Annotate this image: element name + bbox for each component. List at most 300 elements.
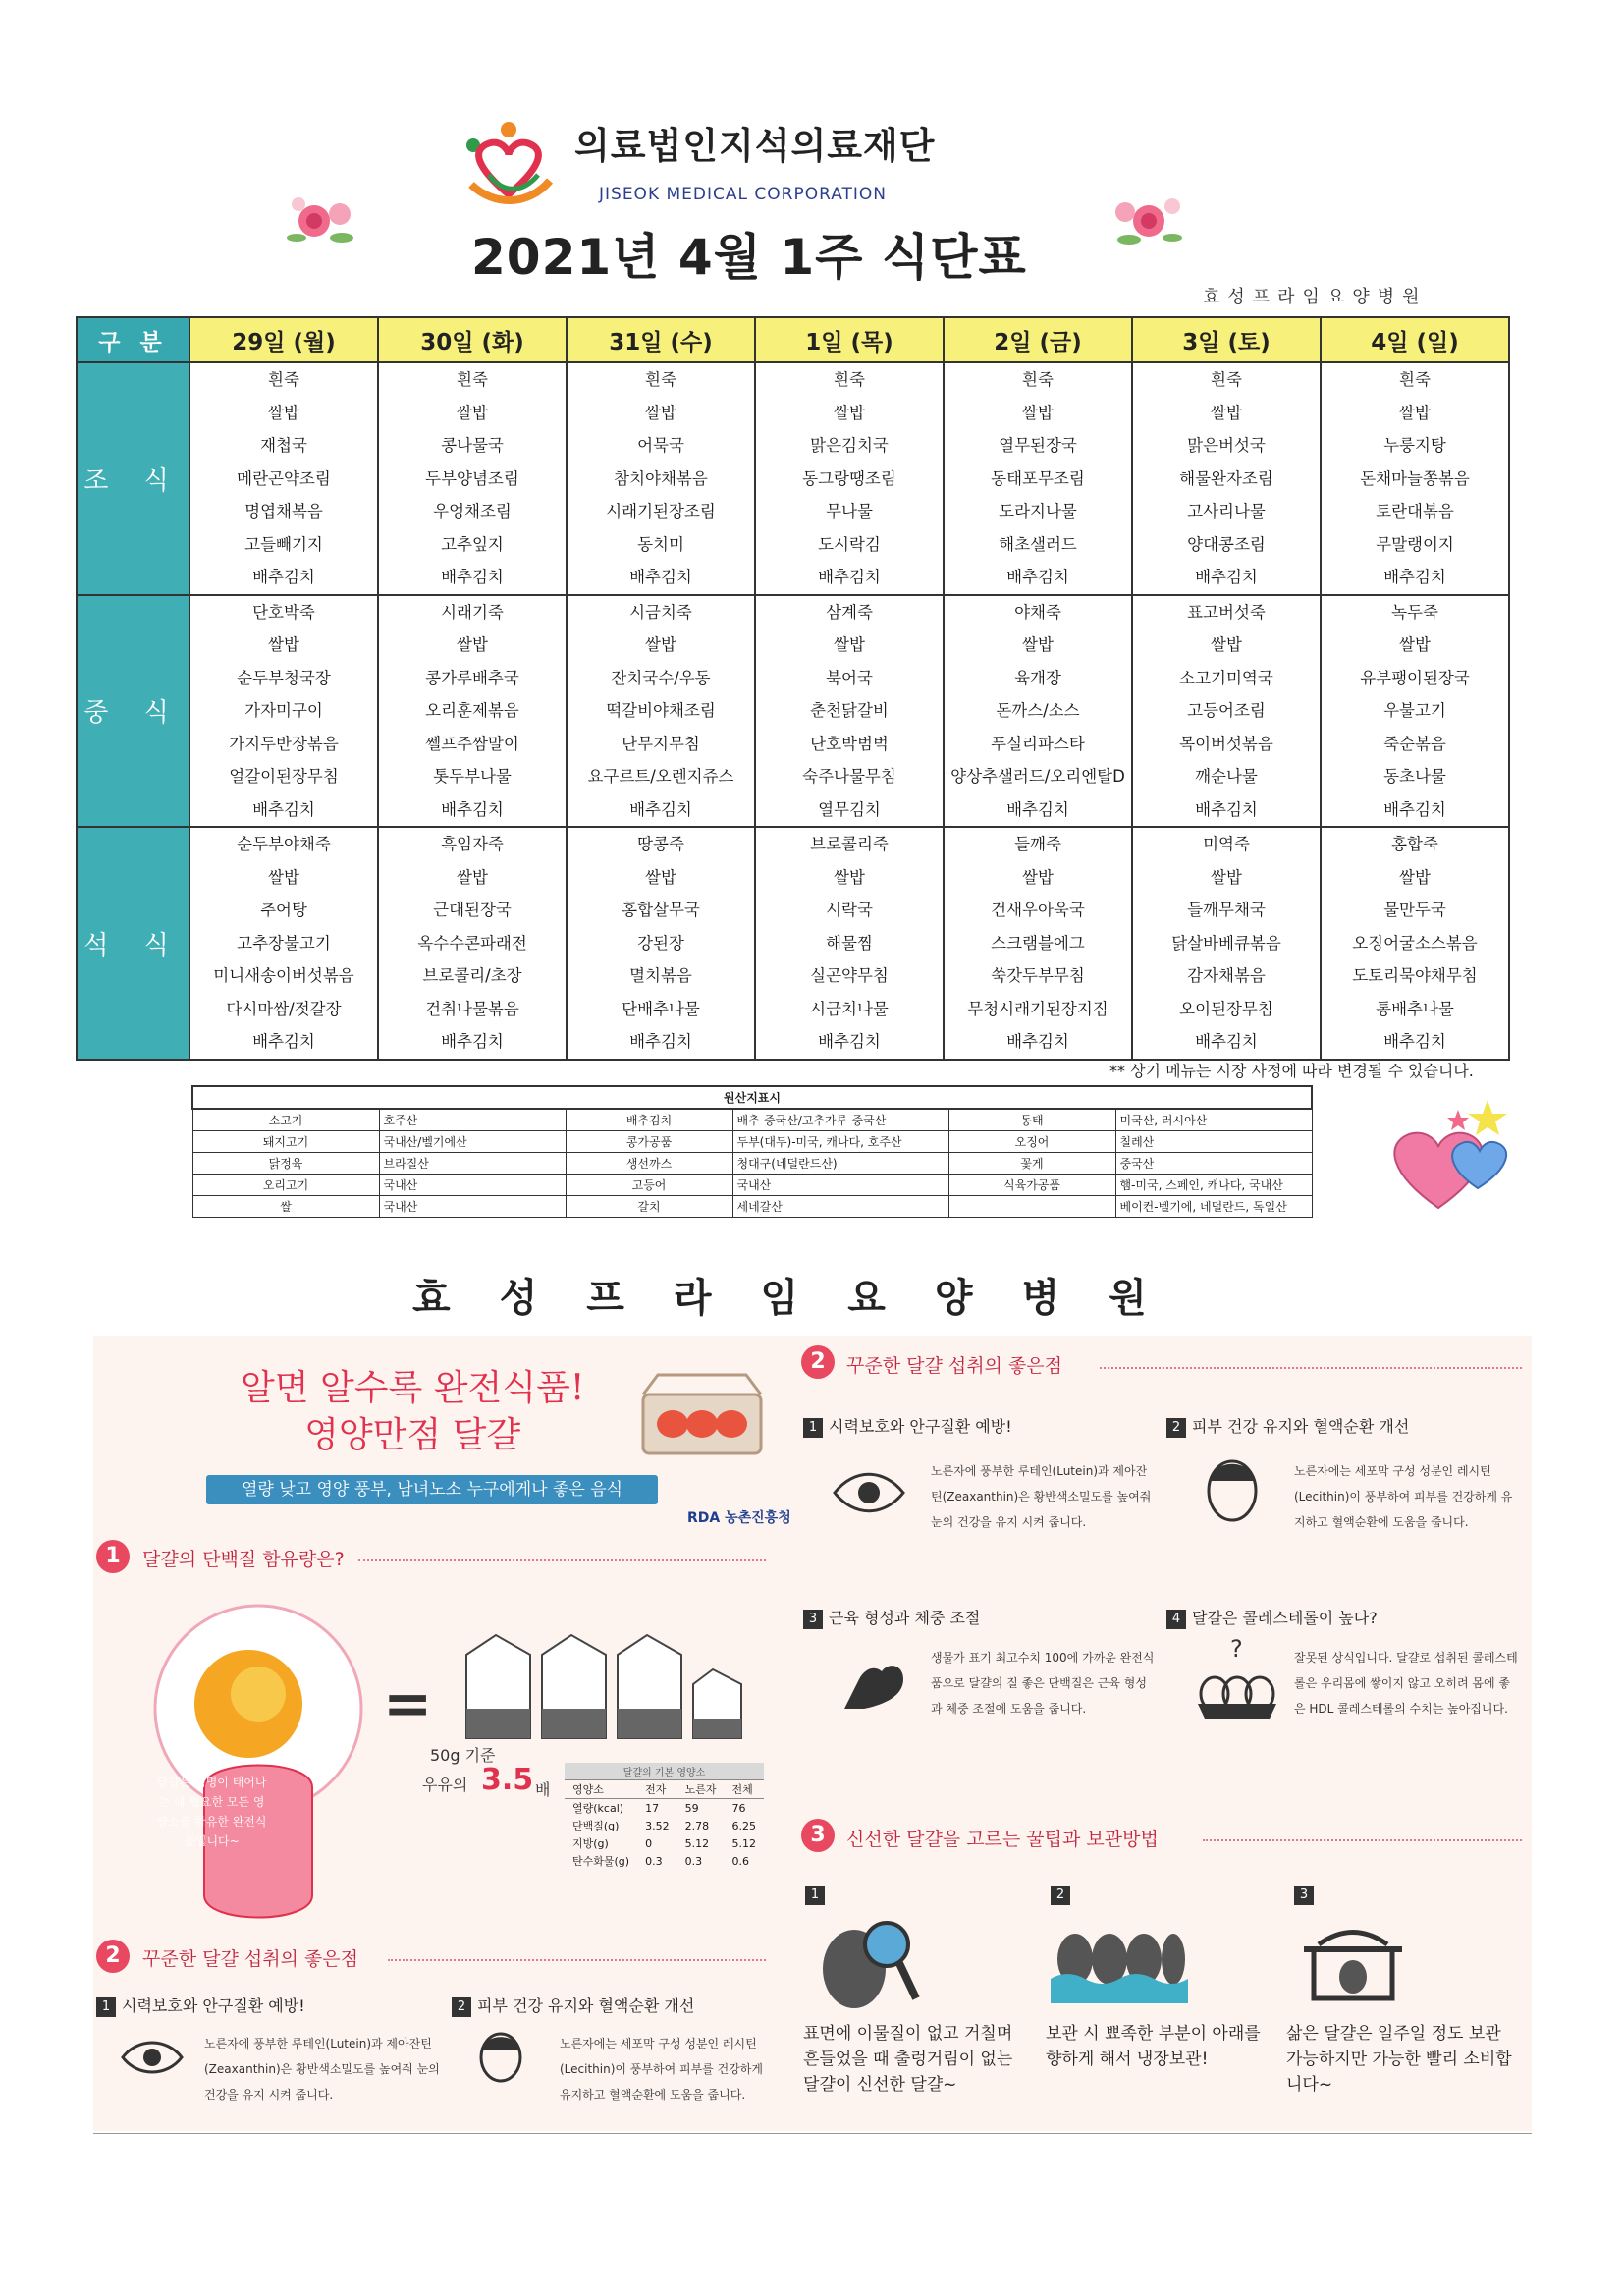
origin-country: 브라질산 <box>379 1153 566 1175</box>
menu-item: 콩가루배추국 <box>425 668 519 687</box>
menu-item: 푸실리파스타 <box>991 734 1085 753</box>
menu-item: 두부양념조림 <box>425 468 519 488</box>
eggs-question-icon <box>1193 1635 1281 1723</box>
section-divider <box>1100 1367 1522 1369</box>
svg-text:?: ? <box>1230 1635 1243 1663</box>
menu-item: 배추김치 <box>252 568 315 586</box>
menu-cell <box>567 595 755 828</box>
menu-item: 추어탕 <box>260 901 307 919</box>
menu-item: 쌀밥 <box>1399 403 1431 422</box>
eye-icon <box>830 1463 908 1522</box>
menu-item: 배추김치 <box>1195 799 1258 819</box>
menu-item: 동태포무조림 <box>991 468 1085 488</box>
menu-item: 땅콩죽 <box>637 835 684 853</box>
menu-item: 멸치볶음 <box>629 966 692 985</box>
section-divider <box>1203 1839 1522 1841</box>
menu-item: 시금치죽 <box>629 602 692 622</box>
origin-title: 원산지표시 <box>192 1086 1312 1109</box>
weekly-menu-table <box>76 316 1510 1061</box>
menu-item: 요구르트/오렌지쥬스 <box>587 767 734 786</box>
nutrition-cell: 5.12 <box>731 1836 756 1850</box>
menu-item: 쌀밥 <box>1022 867 1054 887</box>
menu-item: 쌀밥 <box>457 635 488 654</box>
origin-country: 청대구(네덜란드산) <box>732 1153 948 1175</box>
menu-item: 쌀밥 <box>1211 635 1242 654</box>
menu-item: 배추김치 <box>441 1032 504 1051</box>
menu-item: 누룽지탕 <box>1383 436 1446 455</box>
menu-cell <box>755 362 944 595</box>
eggs-storage-icon <box>1051 1920 1188 2008</box>
menu-item: 배추김치 <box>1006 799 1069 819</box>
nutrition-row <box>565 1834 764 1852</box>
menu-item: 무말랭이지 <box>1376 534 1454 554</box>
benefit-title: 1 시력보호와 안구질환 예방! <box>803 1414 1012 1438</box>
benefit-desc: 노른자에는 세포막 구성 성분인 레시틴(Lecithin)이 풍부하여 피부를 건강하게 유지하고 혈액순환에 도움을 줍니다. <box>1294 1464 1513 1529</box>
origin-country: 칠레산 <box>1115 1131 1312 1153</box>
nutrition-cell: 0.3 <box>645 1854 663 1868</box>
menu-item: 흑임자죽 <box>441 835 504 853</box>
tip-number: 2 <box>1051 1886 1070 1905</box>
menu-item: 쌀밥 <box>457 403 488 422</box>
menu-item: 열무된장국 <box>999 436 1077 455</box>
menu-item: 동치미 <box>637 534 684 554</box>
menu-item: 쑥갓두부무침 <box>991 966 1085 985</box>
section3-title: 신선한 달걀을 고르는 꿀팁과 보관방법 <box>846 1829 1159 1850</box>
section-number: 1 <box>96 1540 130 1573</box>
nutrition-cell: 0.6 <box>731 1854 749 1868</box>
menu-item: 시래기된장조림 <box>606 502 716 520</box>
menu-item: 근대된장국 <box>433 901 512 919</box>
origin-row <box>192 1153 1312 1175</box>
menu-cell <box>1132 827 1321 1060</box>
day-header: 1일 (목) <box>755 317 944 362</box>
menu-item: 단배추나물 <box>622 999 700 1018</box>
benefit-desc: 노른자에는 세포막 구성 성분인 레시틴(Lecithin)이 풍부하여 피부를 건강하게 유지하고 혈액순환에 도움을 줍니다. <box>560 2037 763 2102</box>
section-number: 3 <box>801 1819 835 1852</box>
eye-icon <box>118 2033 187 2082</box>
day-header: 4일 (일) <box>1321 317 1509 362</box>
menu-item: 배추김치 <box>252 1032 315 1051</box>
menu-item: 쌀밥 <box>457 867 488 887</box>
origin-country: 국내산/벨기에산 <box>379 1131 566 1153</box>
menu-item: 순두부야채죽 <box>237 835 331 853</box>
origin-country: 세네갈산 <box>732 1196 948 1218</box>
origin-item: 오징어 <box>948 1131 1115 1153</box>
menu-item: 배추김치 <box>1383 1032 1446 1051</box>
org-name-ko: 의료법인지석의료재단 <box>574 125 936 167</box>
menu-item: 쌀밥 <box>1399 635 1431 654</box>
menu-item: 흰죽 <box>1022 370 1054 389</box>
milk-cartons-icon <box>461 1630 756 1748</box>
origin-country: 햄-미국, 스페인, 캐나다, 국내산 <box>1115 1175 1312 1196</box>
origin-country: 베이컨-벨기에, 네덜란드, 독일산 <box>1115 1196 1312 1218</box>
origin-item: 동태 <box>948 1109 1115 1131</box>
benefit-title: 1 시력보호와 안구질환 예방! <box>96 1994 305 2017</box>
menu-change-note: ** 상기 메뉴는 시장 사정에 따라 변경될 수 있습니다. <box>1109 1062 1474 1080</box>
face-icon <box>471 2028 530 2087</box>
org-name-en: JISEOK MEDICAL CORPORATION <box>599 185 888 204</box>
menu-cell <box>1321 595 1509 828</box>
egg-magnifier-icon <box>810 1910 928 2013</box>
menu-item: 흰죽 <box>834 370 865 389</box>
egg-infographic-title: 알면 알수록 완전식품! 영양만점 달걀 <box>241 1368 585 1455</box>
menu-item: 재첩국 <box>260 436 307 455</box>
origin-item: 소고기 <box>192 1109 379 1131</box>
menu-cell <box>944 827 1132 1060</box>
benefit-title: 2 피부 건강 유지와 혈액순환 개선 <box>452 1994 694 2017</box>
menu-item: 어묵국 <box>637 436 684 455</box>
menu-item: 배추김치 <box>629 1032 692 1051</box>
menu-cell <box>944 595 1132 828</box>
menu-item: 쌀밥 <box>645 403 676 422</box>
nutrition-cell: 6.25 <box>731 1819 756 1832</box>
menu-item: 들깨무채국 <box>1187 901 1266 919</box>
meal-row <box>77 362 1509 595</box>
menu-item: 고등어조림 <box>1187 701 1266 720</box>
tip-number: 1 <box>805 1886 825 1905</box>
egg-bubble-text: 달걀은 생명이 태어나는 데 필요한 모든 영양소를 함유한 완전식품입니다~ <box>156 1776 267 1848</box>
origin-item: 고등어 <box>566 1175 732 1196</box>
origin-row <box>192 1131 1312 1153</box>
egg-subtitle-bar: 열량 낮고 영양 풍부, 남녀노소 누구에게나 좋은 음식 <box>206 1475 658 1504</box>
ratio-label: 우유의 <box>422 1776 468 1794</box>
menu-item: 야채죽 <box>1014 602 1061 622</box>
menu-item: 녹두죽 <box>1391 602 1438 622</box>
menu-item: 쌀밥 <box>834 403 865 422</box>
menu-item: 맑은김치국 <box>810 436 889 455</box>
menu-item: 시래기죽 <box>441 602 504 622</box>
menu-item: 잔치국수/우동 <box>611 668 711 687</box>
menu-item: 톳두부나물 <box>433 767 512 786</box>
menu-item: 시금치나물 <box>810 999 889 1018</box>
meal-row <box>77 827 1509 1060</box>
day-header-row <box>77 317 1509 362</box>
menu-item: 건새우아욱국 <box>991 901 1085 919</box>
menu-cell <box>189 827 378 1060</box>
nutrition-row <box>565 1799 764 1818</box>
day-header: 30일 (화) <box>378 317 567 362</box>
nutrition-cell: 3.52 <box>645 1819 670 1832</box>
menu-item: 콩나물국 <box>441 436 504 455</box>
menu-item: 배추김치 <box>1195 568 1258 586</box>
menu-item: 배추김치 <box>1195 1032 1258 1051</box>
menu-item: 고추장불고기 <box>237 933 331 953</box>
nutrition-cell: 탄수화물(g) <box>572 1855 630 1868</box>
origin-item: 닭정육 <box>192 1153 379 1175</box>
foundation-logo <box>460 116 558 210</box>
menu-cell <box>189 595 378 828</box>
menu-item: 메란곤약조림 <box>237 468 331 488</box>
menu-item: 쌀밥 <box>268 867 299 887</box>
origin-item: 콩가공품 <box>566 1131 732 1153</box>
menu-item: 해물찜 <box>826 933 873 953</box>
menu-item: 쌀밥 <box>1211 403 1242 422</box>
menu-item: 가자미구이 <box>244 701 323 720</box>
menu-item: 순두부청국장 <box>237 668 331 687</box>
menu-item: 도라지나물 <box>999 502 1077 520</box>
menu-item: 미니새송이버섯볶음 <box>213 966 354 985</box>
origin-item: 식육가공품 <box>948 1175 1115 1196</box>
menu-item: 브로콜리/초장 <box>422 966 522 985</box>
menu-item: 무청시래기된장지짐 <box>967 999 1109 1018</box>
menu-item: 소고기미역국 <box>1179 668 1273 687</box>
benefit-desc: 노른자에 풍부한 루테인(Lutein)과 제아잔틴(Zeaxanthin)은 황반색소밀도를 높여줘 눈의 건강을 유지 시켜 줍니다. <box>204 2037 440 2102</box>
menu-item: 스크램블에그 <box>991 933 1085 953</box>
menu-item: 쌀밥 <box>1211 867 1242 887</box>
origin-country: 미국산, 러시아산 <box>1115 1109 1312 1131</box>
equals-sign: = <box>383 1669 433 1738</box>
menu-item: 우불고기 <box>1383 701 1446 720</box>
origin-table <box>191 1085 1313 1218</box>
egg-carton-icon <box>638 1370 766 1463</box>
menu-item: 홍합죽 <box>1391 835 1438 853</box>
meal-row <box>77 595 1509 828</box>
menu-item: 떡갈비야채조림 <box>606 701 716 720</box>
menu-item: 오이된장무침 <box>1179 999 1273 1018</box>
menu-item: 미역죽 <box>1203 835 1250 853</box>
menu-item: 돈채마늘쫑볶음 <box>1360 468 1470 488</box>
hospital-name-large: 효성프라임요양병원 <box>412 1276 1196 1321</box>
section2-title-left: 꾸준한 달걀 섭취의 좋은점 <box>142 1948 359 1970</box>
menu-item: 다시마쌈/젓갈장 <box>226 999 342 1018</box>
menu-item: 가지두반장볶음 <box>229 734 339 753</box>
origin-item: 쌀 <box>192 1196 379 1218</box>
nutrition-row <box>565 1817 764 1834</box>
nutrition-cell: 열량(kcal) <box>572 1802 624 1815</box>
menu-item: 흰죽 <box>645 370 676 389</box>
day-header: 31일 (수) <box>567 317 755 362</box>
menu-item: 배추김치 <box>1383 568 1446 586</box>
origin-country: 국내산 <box>732 1175 948 1196</box>
menu-item: 쌀밥 <box>834 867 865 887</box>
nutrition-row <box>565 1852 764 1870</box>
meal-label: 중 식 <box>77 595 189 828</box>
nutrition-cell: 76 <box>731 1801 746 1815</box>
origin-row <box>192 1175 1312 1196</box>
menu-item: 삼계죽 <box>826 602 873 622</box>
benefit-title: 2 피부 건강 유지와 혈액순환 개선 <box>1166 1414 1409 1438</box>
benefit-desc: 노른자에 풍부한 루테인(Lutein)과 제아잔틴(Zeaxanthin)은 황반색소밀도를 높여줘 눈의 건강을 유지 시켜 줍니다. <box>931 1464 1152 1529</box>
section2-title-right: 꾸준한 달걀 섭취의 좋은점 <box>846 1355 1063 1377</box>
menu-item: 배추김치 <box>1006 1032 1069 1051</box>
rda-logo: RDA 농촌진흥청 <box>687 1510 791 1526</box>
hospital-name-small: 효성프라임요양병원 <box>1203 287 1428 307</box>
category-header: 구 분 <box>77 317 189 362</box>
bottom-divider <box>93 2133 1532 2134</box>
menu-item: 오징어굴소스볶음 <box>1352 933 1478 953</box>
face-icon <box>1198 1453 1267 1527</box>
menu-item: 얼갈이된장무침 <box>229 767 339 786</box>
menu-cell <box>189 362 378 595</box>
menu-cell <box>567 362 755 595</box>
menu-item: 흰죽 <box>1399 370 1431 389</box>
nutrition-header-row: 영양소 전자 노른자 전체 <box>565 1780 764 1799</box>
origin-country: 두부(대두)-미국, 캐나다, 호주산 <box>732 1131 948 1153</box>
day-header: 2일 (금) <box>944 317 1132 362</box>
menu-item: 동그랑땡조림 <box>802 468 896 488</box>
menu-cell <box>1132 595 1321 828</box>
menu-item: 도시락김 <box>818 534 881 554</box>
origin-country: 배추-중국산/고추가루-중국산 <box>732 1109 948 1131</box>
section1-title: 달걀의 단백질 함유량은? <box>142 1549 345 1570</box>
menu-item: 해초샐러드 <box>999 534 1077 554</box>
menu-item: 흰죽 <box>457 370 488 389</box>
section-number: 2 <box>96 1940 130 1973</box>
menu-cell <box>944 362 1132 595</box>
day-header: 29일 (월) <box>189 317 378 362</box>
menu-cell <box>1321 827 1509 1060</box>
origin-country: 국내산 <box>379 1196 566 1218</box>
flower-decoration-right <box>1109 187 1188 255</box>
menu-item: 브로콜리죽 <box>810 835 889 853</box>
menu-item: 육개장 <box>1014 668 1061 687</box>
menu-cell <box>1132 362 1321 595</box>
menu-item: 참치야채볶음 <box>614 468 708 488</box>
benefit-title: 4 달걀은 콜레스테롤이 높다? <box>1166 1606 1378 1629</box>
origin-item: 생선까스 <box>566 1153 732 1175</box>
menu-item: 통배추나물 <box>1376 999 1454 1018</box>
menu-item: 양상추샐러드/오리엔탈D <box>950 767 1125 786</box>
menu-item: 닭살바베큐볶음 <box>1171 933 1281 953</box>
menu-item: 북어국 <box>826 668 873 687</box>
section-divider <box>388 1959 766 1961</box>
menu-item: 춘천닭갈비 <box>810 701 889 720</box>
menu-item: 강된장 <box>637 933 684 953</box>
meal-label: 조 식 <box>77 362 189 595</box>
nutrition-cell: 지방(g) <box>572 1837 609 1850</box>
menu-cell <box>567 827 755 1060</box>
origin-item: 꽃게 <box>948 1153 1115 1175</box>
benefit-desc: 생물가 표기 최고수치 100에 가까운 완전식품으로 달걀의 질 좋은 단백질은 근육 형성과 체중 조절에 도움을 줍니다. <box>931 1651 1155 1716</box>
origin-item: 갈치 <box>566 1196 732 1218</box>
menu-item: 죽순볶음 <box>1383 734 1446 753</box>
meal-label: 석 식 <box>77 827 189 1060</box>
hearts-decoration <box>1380 1090 1517 1218</box>
menu-item: 도토리묵야채무침 <box>1352 966 1478 985</box>
menu-item: 단무지무침 <box>622 734 700 753</box>
menu-item: 흰죽 <box>1211 370 1242 389</box>
menu-item: 고사리나물 <box>1187 502 1266 520</box>
menu-item: 쌀밥 <box>268 635 299 654</box>
menu-item: 감자채볶음 <box>1187 966 1266 985</box>
tip-number: 3 <box>1294 1886 1314 1905</box>
origin-row <box>192 1109 1312 1131</box>
menu-item: 고추잎지 <box>441 534 504 554</box>
menu-item: 유부팽이된장국 <box>1360 668 1470 687</box>
origin-item <box>948 1196 1115 1218</box>
menu-item: 우엉채조림 <box>433 502 512 520</box>
menu-item: 실곤약무침 <box>810 966 889 985</box>
menu-item: 오리훈제볶음 <box>425 701 519 720</box>
menu-item: 토란대볶음 <box>1376 502 1454 520</box>
tip-text: 삶은 달걀은 일주일 정도 보관 가능하지만 가능한 빨리 소비합니다~ <box>1286 2024 1512 2095</box>
origin-item: 오리고기 <box>192 1175 379 1196</box>
menu-item: 배추김치 <box>252 799 315 819</box>
menu-item: 홍합살무국 <box>622 901 700 919</box>
menu-item: 표고버섯죽 <box>1187 602 1266 622</box>
menu-item: 쌀밥 <box>645 867 676 887</box>
menu-item: 쌀밥 <box>645 635 676 654</box>
origin-country: 호주산 <box>379 1109 566 1131</box>
menu-item: 쌀밥 <box>1022 403 1054 422</box>
menu-item: 건취나물볶음 <box>425 999 519 1018</box>
ratio-unit: 배 <box>535 1780 551 1799</box>
menu-item: 배추김치 <box>441 799 504 819</box>
menu-item: 열무김치 <box>818 799 881 819</box>
page-title: 2021년 4월 1주 식단표 <box>471 229 1027 286</box>
menu-item: 배추김치 <box>629 799 692 819</box>
section-divider <box>358 1559 766 1561</box>
tip-text: 보관 시 뾰족한 부분이 아래를 향하게 해서 냉장보관! <box>1046 2024 1261 2069</box>
menu-cell <box>1321 362 1509 595</box>
menu-item: 배추김치 <box>818 568 881 586</box>
menu-cell <box>378 827 567 1060</box>
menu-item: 쌀밥 <box>834 635 865 654</box>
muscle-arm-icon <box>835 1650 913 1719</box>
nutrition-cell: 0.3 <box>684 1854 703 1868</box>
menu-item: 들깨죽 <box>1014 835 1061 853</box>
menu-cell <box>755 827 944 1060</box>
menu-item: 쎌프주쌈말이 <box>425 734 519 753</box>
benefit-title: 3 근육 형성과 체중 조절 <box>803 1606 980 1629</box>
menu-item: 목이버섯볶음 <box>1179 734 1273 753</box>
menu-item: 물만두국 <box>1383 901 1446 919</box>
menu-item: 양대콩조림 <box>1187 534 1266 554</box>
menu-item: 쌀밥 <box>1022 635 1054 654</box>
boiling-pot-icon <box>1294 1910 1412 2008</box>
menu-item: 깨순나물 <box>1195 767 1258 786</box>
menu-item: 쌀밥 <box>1399 867 1431 887</box>
origin-item: 돼지고기 <box>192 1131 379 1153</box>
egg-yolk-illustration <box>145 1601 371 1935</box>
flower-decoration-left <box>285 187 363 255</box>
nutrition-cell: 59 <box>684 1801 699 1815</box>
menu-item: 배추김치 <box>818 1032 881 1051</box>
menu-item: 단호박죽 <box>252 602 315 622</box>
basis-label: 50g 기준 <box>430 1746 496 1765</box>
menu-item: 명엽채볶음 <box>244 502 323 520</box>
benefit-desc: 잘못된 상식입니다. 달걀로 섭취된 콜레스테롤은 우리몸에 쌓이지 않고 오히려 몸에 좋은 HDL 콜레스테롤의 수치는 높아집니다. <box>1294 1651 1518 1716</box>
ratio-value: 3.5 <box>481 1763 534 1797</box>
menu-item: 배추김치 <box>1006 568 1069 586</box>
menu-item: 돈까스/소스 <box>996 701 1080 720</box>
origin-row <box>192 1196 1312 1218</box>
day-header: 3일 (토) <box>1132 317 1321 362</box>
menu-item: 고들빼기지 <box>244 534 323 554</box>
menu-cell <box>378 362 567 595</box>
menu-item: 숙주나물무침 <box>802 767 896 786</box>
tip-text: 표면에 이물질이 없고 거칠며 흔들었을 때 출렁거림이 없는 달걀이 신선한 달걀~ <box>803 2024 1013 2095</box>
menu-item: 해물완자조림 <box>1179 468 1273 488</box>
menu-item: 무나물 <box>826 502 873 520</box>
menu-item: 동초나물 <box>1383 767 1446 786</box>
nutrition-cell: 2.78 <box>684 1819 710 1832</box>
menu-cell <box>378 595 567 828</box>
menu-item: 단호박범벅 <box>810 734 889 753</box>
nutrition-caption: 달걀의 기본 영양소 <box>565 1763 764 1780</box>
menu-item: 흰죽 <box>268 370 299 389</box>
nutrition-cell: 17 <box>645 1801 660 1815</box>
menu-item: 배추김치 <box>441 568 504 586</box>
nutrition-cell: 단백질(g) <box>572 1820 620 1832</box>
menu-item: 맑은버섯국 <box>1187 436 1266 455</box>
menu-cell <box>755 595 944 828</box>
menu-item: 배추김치 <box>629 568 692 586</box>
menu-item: 시락국 <box>826 901 873 919</box>
origin-country: 중국산 <box>1115 1153 1312 1175</box>
origin-item: 배추김치 <box>566 1109 732 1131</box>
menu-item: 옥수수콘파래전 <box>417 933 527 953</box>
